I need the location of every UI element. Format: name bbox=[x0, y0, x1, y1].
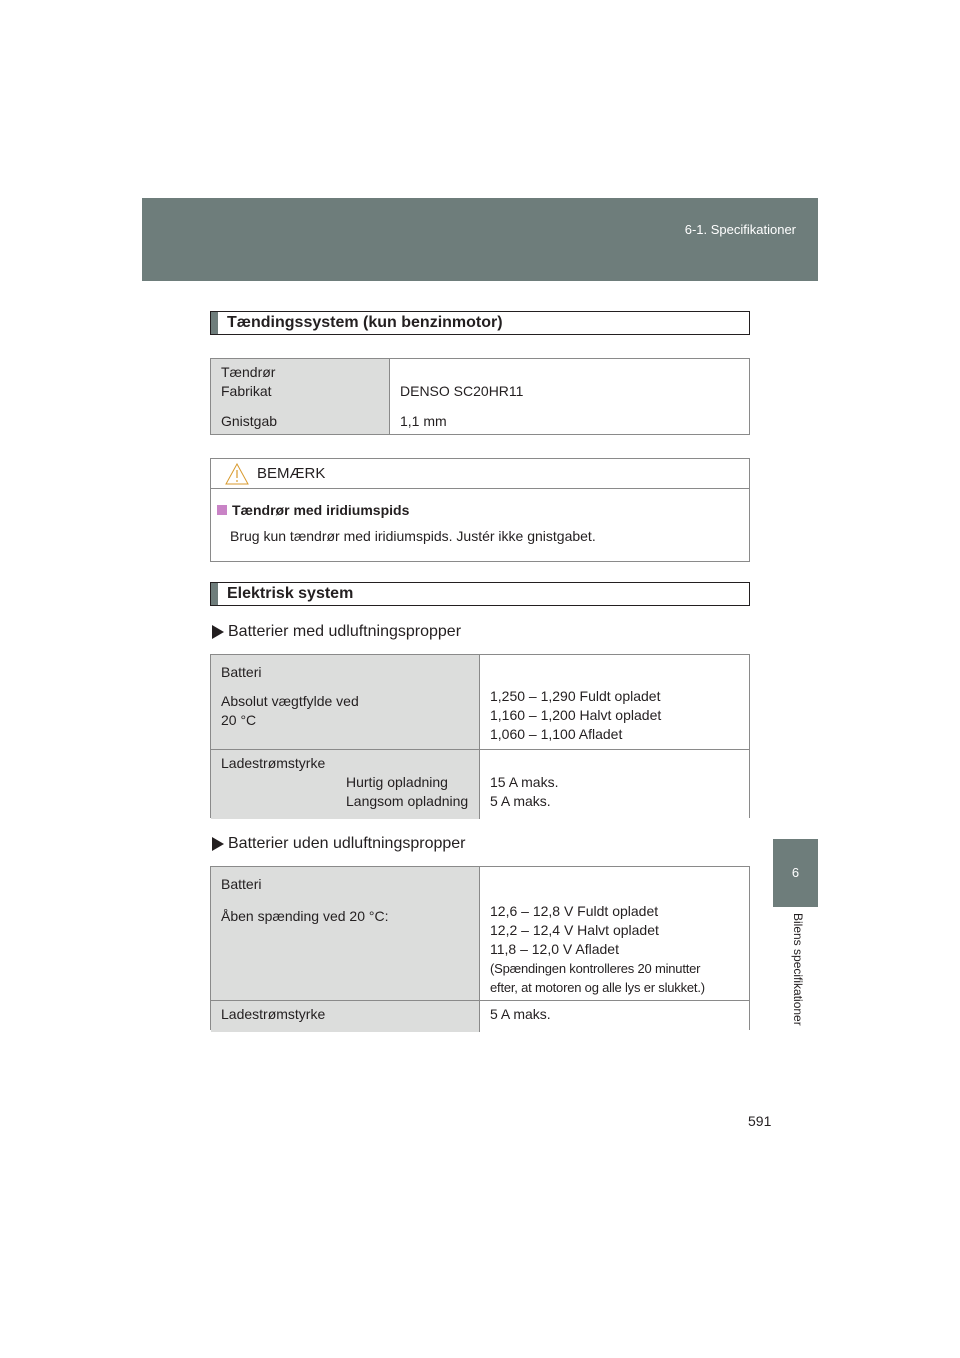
voltage-value-cell bbox=[480, 867, 749, 1000]
charge-slow-value: 5 A maks. bbox=[490, 793, 551, 809]
battery-label: Batteri bbox=[221, 664, 262, 680]
sealed-heading bbox=[212, 835, 466, 853]
voltage-note-1: (Spændingen kontrolleres 20 minutter bbox=[490, 961, 701, 976]
triangle-bullet-icon bbox=[212, 837, 224, 851]
charge-slow-label: Langsom opladning bbox=[346, 793, 469, 809]
voltage-empty: 11,8 – 12,0 V Afladet bbox=[490, 941, 619, 957]
make-label: Fabrikat bbox=[221, 383, 272, 399]
charge-fast-value: 15 A maks. bbox=[490, 774, 559, 790]
heading-bar bbox=[211, 583, 218, 605]
ignition-values bbox=[390, 359, 749, 434]
ignition-table bbox=[210, 358, 750, 435]
note-text: Brug kun tændrør med iridiumspids. Justér ikke gnistgabet. bbox=[230, 528, 596, 544]
chapter-tab bbox=[773, 839, 818, 907]
voltage-note-2: efter, at motoren og alle lys er slukket.) bbox=[490, 980, 705, 995]
page-number: 591 bbox=[748, 1113, 772, 1129]
chapter-title: Bilens specifikationer bbox=[791, 913, 805, 1026]
section-title: Tændingssystem (kun benzinmotor) bbox=[227, 314, 503, 331]
density-value-cell bbox=[480, 655, 749, 749]
battery-label: Batteri bbox=[221, 876, 262, 892]
sealed-charge-value-cell bbox=[480, 1001, 749, 1032]
density-full: 1,250 – 1,290 Fuldt opladet bbox=[490, 688, 661, 704]
voltage-label: Åben spænding ved 20 °C: bbox=[221, 908, 389, 924]
section-breadcrumb: 6-1. Specifikationer bbox=[684, 222, 796, 237]
table-row bbox=[211, 867, 749, 1001]
table-row bbox=[211, 655, 749, 750]
density-label-cell bbox=[211, 655, 479, 749]
note-title: BEMÆRK bbox=[257, 465, 326, 482]
square-bullet-icon bbox=[217, 505, 227, 515]
charge-label-cell bbox=[211, 750, 479, 819]
header-band bbox=[142, 198, 818, 281]
sealed-charge-label-cell bbox=[211, 1001, 479, 1032]
charge-label: Ladestrømstyrke bbox=[221, 1006, 326, 1022]
section-heading-electrical bbox=[210, 582, 750, 606]
density-label-2: 20 °C bbox=[221, 712, 257, 728]
note-subheading bbox=[217, 502, 409, 518]
density-empty: 1,060 – 1,100 Afladet bbox=[490, 726, 623, 742]
charge-value-cell bbox=[480, 750, 749, 819]
sealed-heading-text: Batterier uden udluftningspropper bbox=[228, 835, 466, 852]
spark-plug-label: Tændrør bbox=[221, 364, 276, 380]
make-value: DENSO SC20HR11 bbox=[400, 383, 524, 399]
note-subheading-text: Tændrør med iridiumspids bbox=[232, 502, 410, 518]
table-row bbox=[211, 750, 749, 819]
chapter-number: 6 bbox=[791, 865, 800, 880]
warning-icon bbox=[225, 463, 249, 485]
gap-value: 1,1 mm bbox=[400, 413, 447, 429]
charge-fast-label: Hurtig opladning bbox=[346, 774, 448, 790]
charge-value: 5 A maks. bbox=[490, 1006, 551, 1022]
voltage-full: 12,6 – 12,8 V Fuldt opladet bbox=[490, 903, 659, 919]
vented-heading-text: Batterier med udluftningspropper bbox=[228, 623, 462, 640]
density-half: 1,160 – 1,200 Halvt opladet bbox=[490, 707, 662, 723]
note-header bbox=[211, 459, 749, 489]
triangle-bullet-icon bbox=[212, 625, 224, 639]
section-title: Elektrisk system bbox=[227, 585, 354, 602]
ignition-labels bbox=[211, 359, 389, 434]
note-box bbox=[210, 458, 750, 562]
voltage-half: 12,2 – 12,4 V Halvt opladet bbox=[490, 922, 659, 938]
charge-label: Ladestrømstyrke bbox=[221, 755, 326, 771]
density-label-1: Absolut vægtfylde ved bbox=[221, 693, 359, 709]
vented-battery-table bbox=[210, 654, 750, 818]
heading-bar bbox=[211, 312, 218, 334]
gap-label: Gnistgab bbox=[221, 413, 278, 429]
table-row bbox=[211, 1001, 749, 1032]
voltage-label-cell bbox=[211, 867, 479, 1000]
sealed-battery-table bbox=[210, 866, 750, 1030]
vented-heading bbox=[212, 623, 461, 641]
section-heading-ignition bbox=[210, 311, 750, 335]
